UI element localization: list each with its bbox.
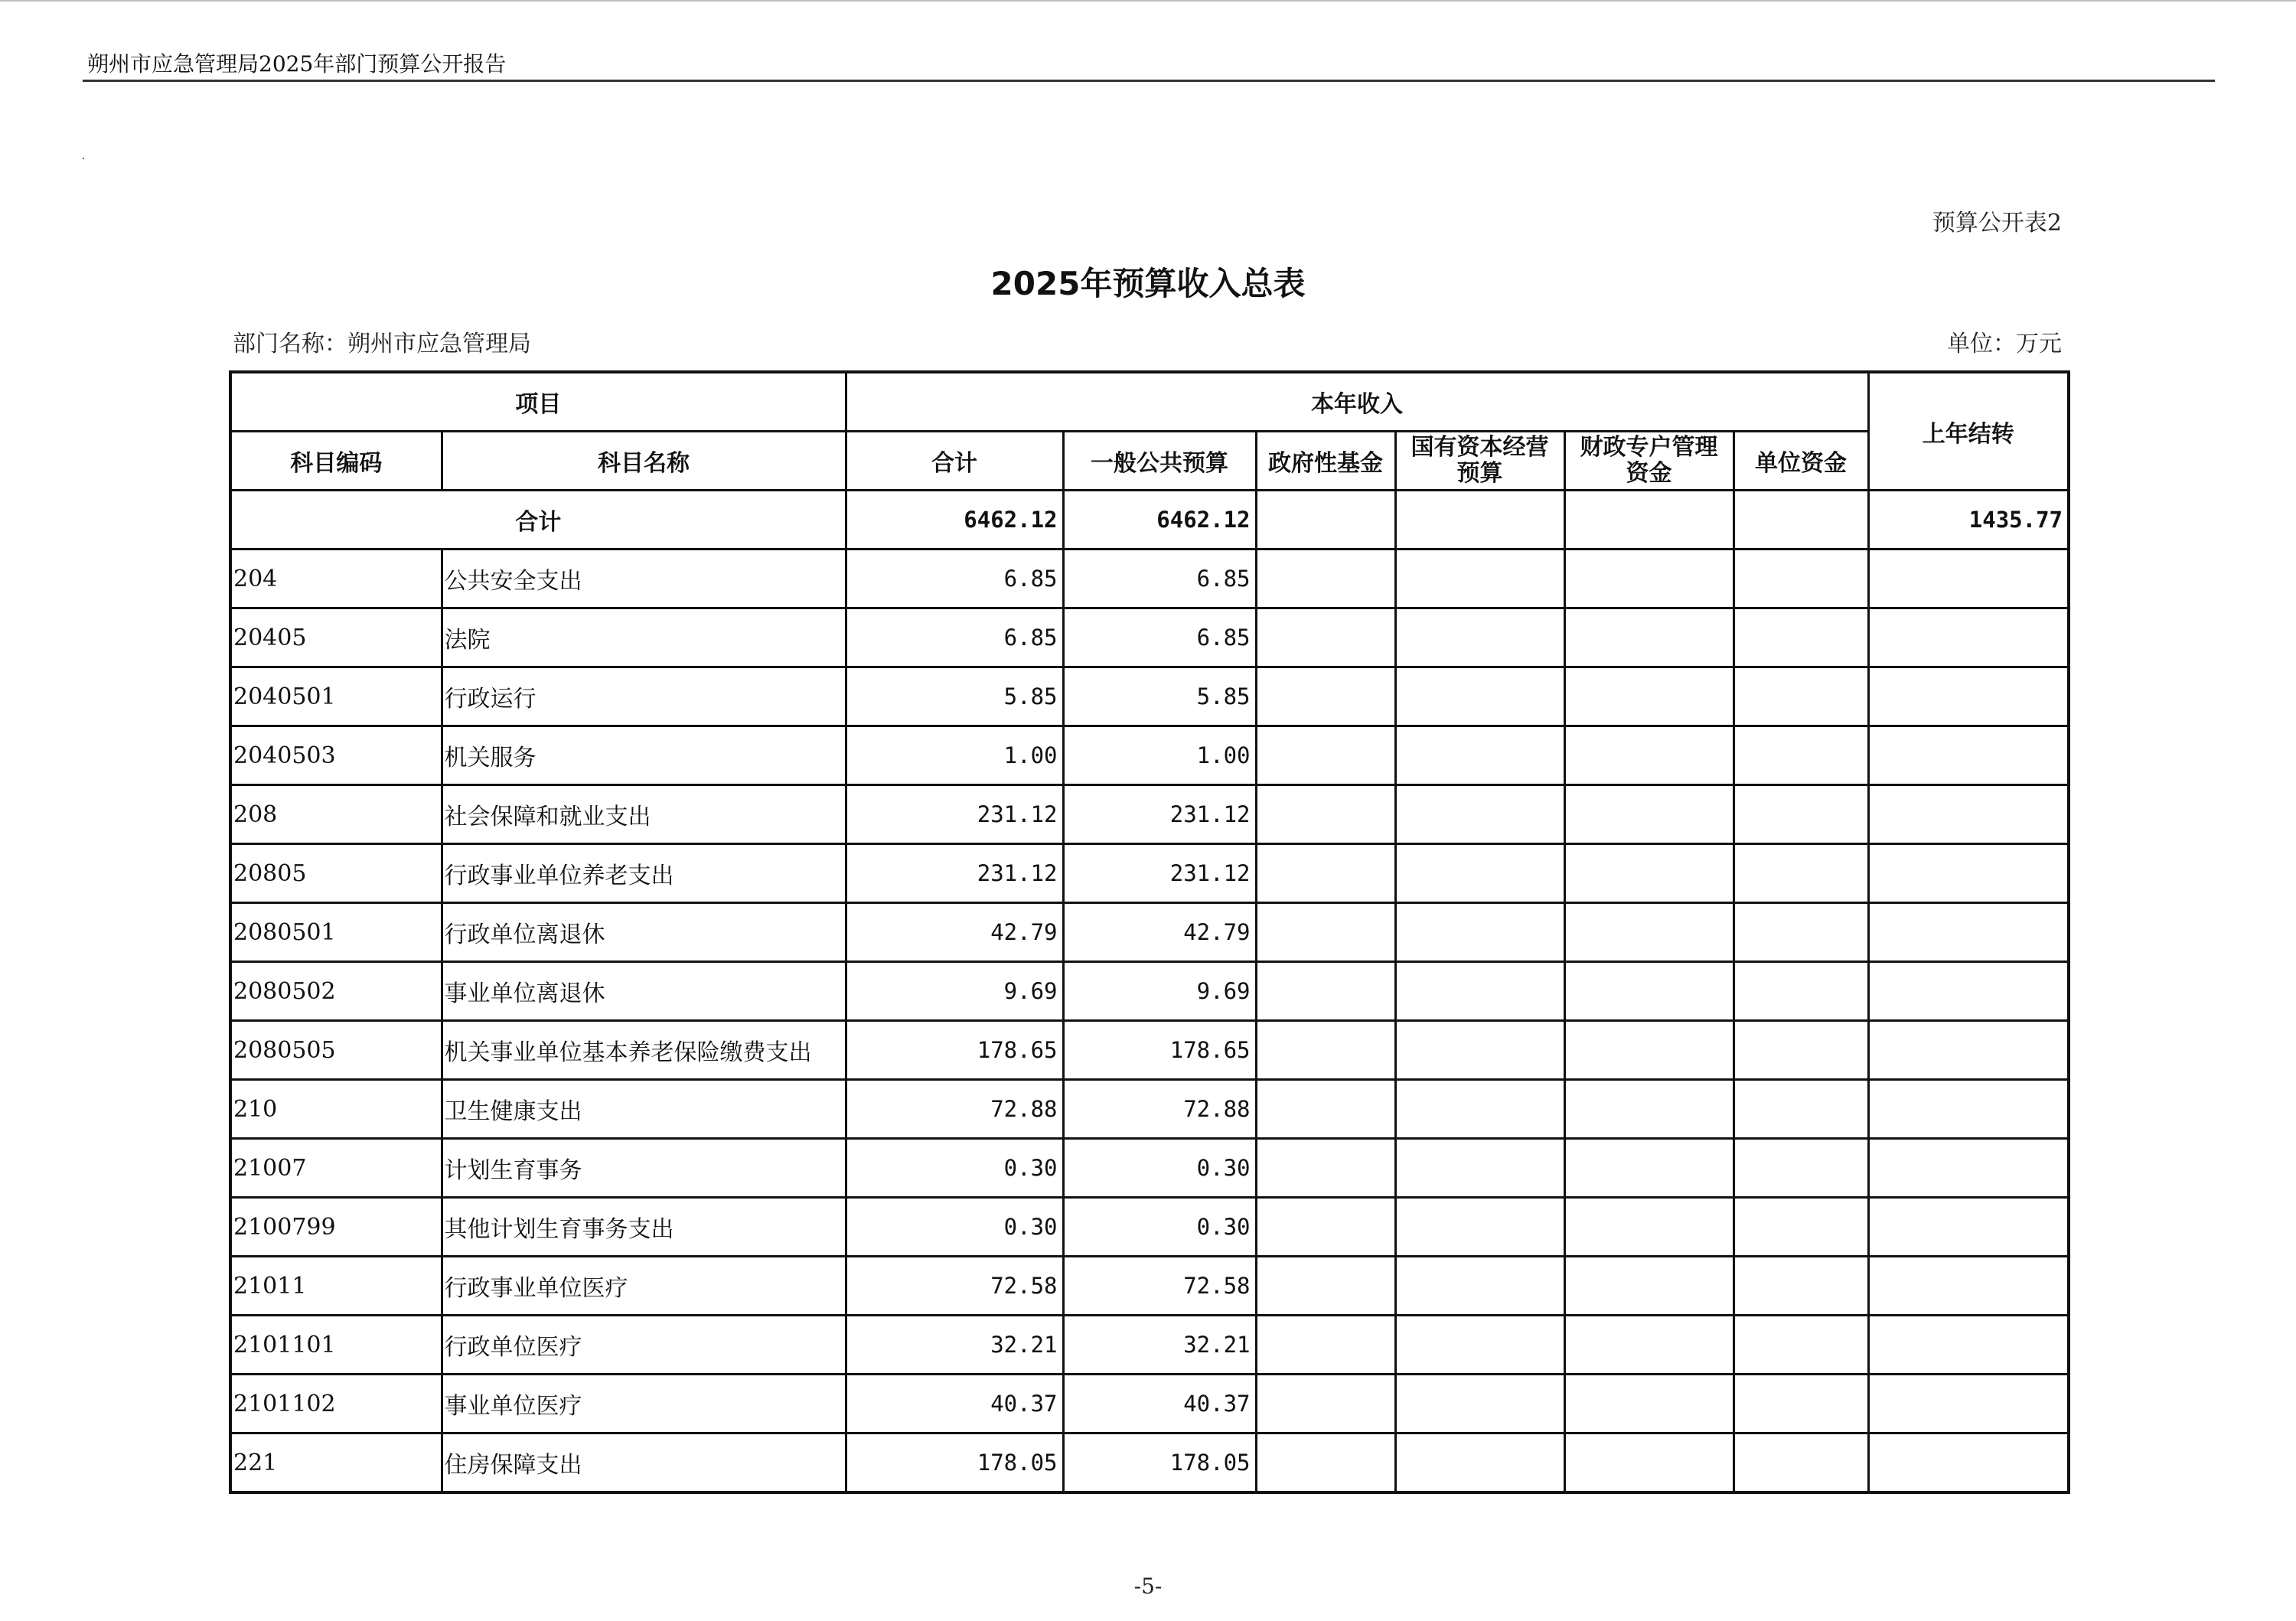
subject-code-cell: 2040503: [230, 726, 442, 785]
total-government-fund: [1256, 491, 1395, 550]
total-amount: 6462.12: [846, 491, 1063, 550]
government-fund-cell: [1256, 608, 1395, 667]
unit-fund-cell: [1733, 844, 1868, 903]
total-cell: 6.85: [846, 608, 1063, 667]
special-fund-cell: [1564, 1257, 1733, 1316]
header-unit-fund: 单位资金: [1733, 432, 1868, 491]
table-row: [230, 1080, 2069, 1139]
special-fund-cell: [1564, 1021, 1733, 1080]
subject-code-cell: 2040501: [230, 667, 442, 726]
state-capital-cell: [1395, 1375, 1564, 1433]
carryover-cell: [1868, 844, 2069, 903]
subject-name-cell: 行政事业单位医疗: [442, 1257, 846, 1316]
subject-name-cell: 行政事业单位养老支出: [442, 844, 846, 903]
special-fund-cell: [1564, 962, 1733, 1021]
government-fund-cell: [1256, 1198, 1395, 1257]
special-fund-cell: [1564, 1433, 1733, 1493]
carryover-cell: [1868, 785, 2069, 844]
state-capital-cell: [1395, 785, 1564, 844]
table-row: [230, 1433, 2069, 1493]
table-row: [230, 726, 2069, 785]
general-budget-cell: 40.37: [1063, 1375, 1256, 1433]
unit-fund-cell: [1733, 1433, 1868, 1493]
state-capital-cell: [1395, 667, 1564, 726]
total-cell: 0.30: [846, 1139, 1063, 1198]
government-fund-cell: [1256, 1257, 1395, 1316]
carryover-cell: [1868, 608, 2069, 667]
carryover-cell: [1868, 1433, 2069, 1493]
total-cell: 0.30: [846, 1198, 1063, 1257]
special-fund-cell: [1564, 785, 1733, 844]
unit-fund-cell: [1733, 1021, 1868, 1080]
general-budget-cell: 72.58: [1063, 1257, 1256, 1316]
carryover-cell: [1868, 1316, 2069, 1375]
page-title: 2025年预算收入总表: [990, 265, 1306, 302]
general-budget-cell: 42.79: [1063, 903, 1256, 962]
special-fund-cell: [1564, 903, 1733, 962]
government-fund-cell: [1256, 667, 1395, 726]
government-fund-cell: [1256, 1375, 1395, 1433]
general-budget-cell: 72.88: [1063, 1080, 1256, 1139]
government-fund-cell: [1256, 1316, 1395, 1375]
subject-code-cell: 2080505: [230, 1021, 442, 1080]
general-budget-cell: 231.12: [1063, 785, 1256, 844]
header-last-year-carryover: 上年结转: [1868, 372, 2069, 491]
total-cell: 72.88: [846, 1080, 1063, 1139]
total-carryover: 1435.77: [1868, 491, 2069, 550]
government-fund-cell: [1256, 550, 1395, 608]
table-row: [230, 1316, 2069, 1375]
subject-name-cell: 事业单位医疗: [442, 1375, 846, 1433]
general-budget-cell: 1.00: [1063, 726, 1256, 785]
government-fund-cell: [1256, 1021, 1395, 1080]
table-row: [230, 1375, 2069, 1433]
subject-code-cell: 2101101: [230, 1316, 442, 1375]
subject-code-cell: 2080501: [230, 903, 442, 962]
state-capital-cell: [1395, 1080, 1564, 1139]
unit-fund-cell: [1733, 962, 1868, 1021]
unit-fund-cell: [1733, 1257, 1868, 1316]
general-budget-cell: 32.21: [1063, 1316, 1256, 1375]
subject-name-cell: 社会保障和就业支出: [442, 785, 846, 844]
header-state-capital-budget: 国有资本经营预算: [1395, 432, 1564, 491]
total-cell: 1.00: [846, 726, 1063, 785]
special-fund-cell: [1564, 1080, 1733, 1139]
state-capital-cell: [1395, 1433, 1564, 1493]
carryover-cell: [1868, 1198, 2069, 1257]
subject-name-cell: 法院: [442, 608, 846, 667]
top-border-line: [0, 0, 2296, 2]
state-capital-cell: [1395, 550, 1564, 608]
unit-fund-cell: [1733, 1375, 1868, 1433]
total-cell: 42.79: [846, 903, 1063, 962]
total-cell: 178.05: [846, 1433, 1063, 1493]
total-state-capital: [1395, 491, 1564, 550]
table-row: [230, 550, 2069, 608]
total-label: 合计: [230, 491, 846, 550]
unit-fund-cell: [1733, 550, 1868, 608]
general-budget-cell: 231.12: [1063, 844, 1256, 903]
subject-name-cell: 行政单位医疗: [442, 1316, 846, 1375]
header-total: 合计: [846, 432, 1063, 491]
total-cell: 72.58: [846, 1257, 1063, 1316]
budget-income-table: [229, 370, 2070, 1494]
special-fund-cell: [1564, 1198, 1733, 1257]
total-cell: 6.85: [846, 550, 1063, 608]
subject-code-cell: 2100799: [230, 1198, 442, 1257]
page-number: -5-: [1133, 1574, 1163, 1599]
government-fund-cell: [1256, 1433, 1395, 1493]
government-fund-cell: [1256, 1139, 1395, 1198]
subject-code-cell: 210: [230, 1080, 442, 1139]
total-cell: 231.12: [846, 844, 1063, 903]
subject-name-cell: 其他计划生育事务支出: [442, 1198, 846, 1257]
table-row: [230, 608, 2069, 667]
subject-name-cell: 计划生育事务: [442, 1139, 846, 1198]
header-rule: [83, 80, 2215, 82]
special-fund-cell: [1564, 550, 1733, 608]
subject-name-cell: 行政单位离退休: [442, 903, 846, 962]
table-row: [230, 962, 2069, 1021]
running-header: 朔州市应急管理局2025年部门预算公开报告: [87, 51, 507, 77]
state-capital-cell: [1395, 903, 1564, 962]
table-row: [230, 1021, 2069, 1080]
total-cell: 231.12: [846, 785, 1063, 844]
carryover-cell: [1868, 962, 2069, 1021]
government-fund-cell: [1256, 726, 1395, 785]
header-general-public-budget: 一般公共预算: [1063, 432, 1256, 491]
state-capital-cell: [1395, 1139, 1564, 1198]
government-fund-cell: [1256, 1080, 1395, 1139]
subject-code-cell: 2080502: [230, 962, 442, 1021]
government-fund-cell: [1256, 785, 1395, 844]
general-budget-cell: 5.85: [1063, 667, 1256, 726]
subject-code-cell: 20805: [230, 844, 442, 903]
subject-code-cell: 2101102: [230, 1375, 442, 1433]
carryover-cell: [1868, 1139, 2069, 1198]
stray-mark: [83, 158, 84, 159]
unit-fund-cell: [1733, 1198, 1868, 1257]
total-cell: 5.85: [846, 667, 1063, 726]
subject-name-cell: 住房保障支出: [442, 1433, 846, 1493]
total-cell: 40.37: [846, 1375, 1063, 1433]
special-fund-cell: [1564, 1375, 1733, 1433]
general-budget-cell: 9.69: [1063, 962, 1256, 1021]
table-row: [230, 667, 2069, 726]
carryover-cell: [1868, 726, 2069, 785]
subject-code-cell: 204: [230, 550, 442, 608]
header-special-fund: 财政专户管理资金: [1564, 432, 1733, 491]
special-fund-cell: [1564, 608, 1733, 667]
state-capital-cell: [1395, 608, 1564, 667]
subject-code-cell: 221: [230, 1433, 442, 1493]
special-fund-cell: [1564, 844, 1733, 903]
special-fund-cell: [1564, 1139, 1733, 1198]
carryover-cell: [1868, 550, 2069, 608]
carryover-cell: [1868, 1080, 2069, 1139]
state-capital-cell: [1395, 1257, 1564, 1316]
table-row: [230, 785, 2069, 844]
carryover-cell: [1868, 903, 2069, 962]
state-capital-cell: [1395, 962, 1564, 1021]
subject-code-cell: 20405: [230, 608, 442, 667]
unit-fund-cell: [1733, 608, 1868, 667]
special-fund-cell: [1564, 1316, 1733, 1375]
total-cell: 178.65: [846, 1021, 1063, 1080]
department-label: 部门名称：朔州市应急管理局: [233, 331, 531, 357]
table-row: [230, 1198, 2069, 1257]
total-general-budget: 6462.12: [1063, 491, 1256, 550]
subject-code-cell: 208: [230, 785, 442, 844]
subject-name-cell: 卫生健康支出: [442, 1080, 846, 1139]
state-capital-cell: [1395, 1198, 1564, 1257]
unit-label: 单位：万元: [1947, 331, 2062, 357]
special-fund-cell: [1564, 667, 1733, 726]
subject-code-cell: 21007: [230, 1139, 442, 1198]
header-project: 项目: [230, 372, 846, 432]
state-capital-cell: [1395, 1316, 1564, 1375]
header-subject-name: 科目名称: [442, 432, 846, 491]
subject-name-cell: 公共安全支出: [442, 550, 846, 608]
header-subject-code: 科目编码: [230, 432, 442, 491]
unit-fund-cell: [1733, 726, 1868, 785]
table-row: [230, 1257, 2069, 1316]
state-capital-cell: [1395, 844, 1564, 903]
carryover-cell: [1868, 1375, 2069, 1433]
general-budget-cell: 6.85: [1063, 608, 1256, 667]
total-row: [230, 491, 2069, 550]
unit-fund-cell: [1733, 903, 1868, 962]
subject-code-cell: 21011: [230, 1257, 442, 1316]
general-budget-cell: 6.85: [1063, 550, 1256, 608]
table-number: 预算公开表2: [1932, 210, 2062, 236]
general-budget-cell: 0.30: [1063, 1139, 1256, 1198]
carryover-cell: [1868, 667, 2069, 726]
state-capital-cell: [1395, 726, 1564, 785]
carryover-cell: [1868, 1257, 2069, 1316]
subject-name-cell: 行政运行: [442, 667, 846, 726]
government-fund-cell: [1256, 844, 1395, 903]
table-row: [230, 844, 2069, 903]
state-capital-cell: [1395, 1021, 1564, 1080]
unit-fund-cell: [1733, 785, 1868, 844]
government-fund-cell: [1256, 962, 1395, 1021]
subject-name-cell: 机关服务: [442, 726, 846, 785]
general-budget-cell: 178.05: [1063, 1433, 1256, 1493]
table-row: [230, 1139, 2069, 1198]
general-budget-cell: 0.30: [1063, 1198, 1256, 1257]
total-special-fund: [1564, 491, 1733, 550]
table-row: [230, 903, 2069, 962]
unit-fund-cell: [1733, 1080, 1868, 1139]
total-cell: 32.21: [846, 1316, 1063, 1375]
total-cell: 9.69: [846, 962, 1063, 1021]
unit-fund-cell: [1733, 1316, 1868, 1375]
unit-fund-cell: [1733, 667, 1868, 726]
header-current-year-income: 本年收入: [846, 372, 1868, 432]
government-fund-cell: [1256, 903, 1395, 962]
header-government-fund: 政府性基金: [1256, 432, 1395, 491]
special-fund-cell: [1564, 726, 1733, 785]
general-budget-cell: 178.65: [1063, 1021, 1256, 1080]
total-unit-fund: [1733, 491, 1868, 550]
subject-name-cell: 机关事业单位基本养老保险缴费支出: [442, 1021, 846, 1080]
subject-name-cell: 事业单位离退休: [442, 962, 846, 1021]
unit-fund-cell: [1733, 1139, 1868, 1198]
carryover-cell: [1868, 1021, 2069, 1080]
